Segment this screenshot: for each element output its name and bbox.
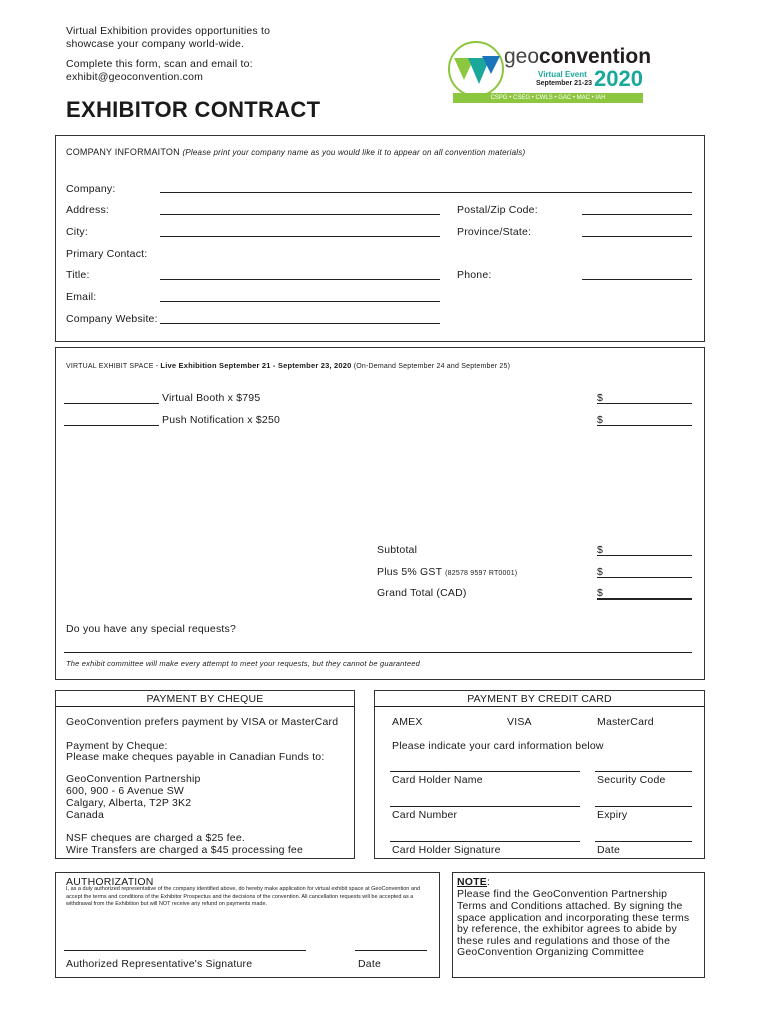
push-amount-field[interactable] (597, 425, 692, 426)
company-info-heading (66, 147, 525, 157)
expiry-field[interactable] (595, 806, 692, 807)
card-indicate: Please indicate your card information below (392, 740, 604, 752)
intro-line-2: showcase your company world-wide. (66, 38, 245, 50)
security-code-field[interactable] (595, 771, 692, 772)
booth-label: Virtual Booth x $795 (162, 392, 261, 404)
subtotal-field[interactable] (597, 555, 692, 556)
committee-note: The exhibit committee will make every attempt to meet your requests, but they cannot be guaranteed (66, 659, 420, 668)
city-field[interactable] (160, 236, 440, 237)
exhibit-title: VIRTUAL EXHIBIT SPACE - (66, 363, 161, 370)
cheque-heading: PAYMENT BY CHEQUE (146, 693, 264, 705)
email-label: Email: (66, 291, 97, 303)
visa-option[interactable]: VISA (507, 716, 532, 728)
push-quantity-field[interactable] (64, 425, 159, 426)
website-field[interactable] (160, 323, 440, 324)
wire-fee: Wire Transfers are charged a $45 processing fee (66, 844, 304, 856)
gst-label: Plus 5% GST (377, 566, 443, 578)
authorization-heading: AUTHORIZATION (66, 876, 154, 888)
logo-event: Virtual Event (538, 70, 587, 79)
cheque-prefers: GeoConvention prefers payment by VISA or MasterCard (66, 716, 339, 728)
grand-total-currency: $ (597, 587, 604, 599)
card-holder-name-field[interactable] (390, 771, 580, 772)
company-info-title: COMPANY INFORMAITON (66, 147, 180, 157)
card-date-field[interactable] (595, 841, 692, 842)
email-address: exhibit@geoconvention.com (66, 71, 204, 83)
logo-partners-bar: CSPG • CSEG • CWLS • GAC • MAC • IAH (453, 93, 643, 103)
note-line-5: these rules and regulations and those of the (457, 935, 671, 947)
card-signature-label: Card Holder Signature (392, 844, 501, 856)
postal-field[interactable] (582, 214, 692, 215)
card-holder-name-label: Card Holder Name (392, 774, 483, 786)
gst-number: (82578 9597 RT0001) (445, 570, 518, 577)
authorization-date-field[interactable] (355, 950, 427, 951)
primary-contact-label: Primary Contact: (66, 248, 148, 260)
logo-convention: convention (539, 45, 652, 68)
cheque-address-2: 600, 900 - 6 Avenue SW (66, 785, 185, 797)
push-label: Push Notification x $250 (162, 414, 281, 426)
authorization-date-label: Date (358, 958, 381, 970)
note-line-4: by reference, the exhibitor agrees to abide by (457, 923, 677, 935)
grand-total-label: Grand Total (CAD) (377, 587, 467, 599)
exhibit-heading (66, 361, 510, 370)
nsf-fee: NSF cheques are charged a $25 fee. (66, 832, 245, 844)
title-label: Title: (66, 269, 90, 281)
special-requests-field[interactable] (64, 652, 692, 653)
push-currency: $ (597, 414, 604, 426)
exhibit-on-demand: (On-Demand September 24 and September 25) (353, 363, 511, 370)
website-label: Company Website: (66, 313, 158, 325)
card-number-label: Card Number (392, 809, 458, 821)
note-colon: : (486, 876, 491, 888)
instructions-line-1: Complete this form, scan and email to: (66, 58, 253, 70)
note-line-1: Please find the GeoConvention Partnership (457, 888, 668, 900)
note-heading-line (457, 876, 490, 888)
cheque-line-2: Please make cheques payable in Canadian Funds to: (66, 751, 325, 763)
authorization-text: I, as a duly authorized representative of the company identified above, do hereby make application for virtual exhibit space at GeoConvention and accept the terms and conditions of the Exhibitor Prospectus and the decisions of the convention. All cancellation requests will be accepted as a withdrawal from the Exhibition but will NOT receive any refund on payments made. (66, 886, 421, 907)
note-heading: NOTE (457, 876, 487, 888)
representative-signature-field[interactable] (64, 950, 306, 951)
representative-signature-label: Authorized Representative's Signature (66, 958, 253, 970)
address-label: Address: (66, 204, 110, 216)
note-line-2: Terms and Conditions attached. By signing the (457, 900, 683, 912)
province-label: Province/State: (457, 226, 532, 238)
card-heading-rule (374, 706, 705, 707)
logo-mark-icon (446, 40, 506, 98)
gst-currency: $ (597, 566, 604, 578)
note-line-3: space application and incorporating these terms (457, 912, 690, 924)
company-label: Company: (66, 183, 116, 195)
grand-total-field[interactable] (597, 598, 692, 600)
cheque-address-3: Calgary, Alberta, T2P 3K2 (66, 797, 192, 809)
exhibit-live-dates: Live Exhibition September 21 - September 23, 2020 (160, 361, 352, 370)
gst-line (377, 566, 517, 578)
logo-year: 2020 (594, 66, 643, 91)
address-field[interactable] (160, 214, 440, 215)
amex-option[interactable]: AMEX (392, 716, 423, 728)
email-field[interactable] (160, 301, 440, 302)
subtotal-currency: $ (597, 544, 604, 556)
logo-dates: September 21-23 (536, 80, 593, 87)
province-field[interactable] (582, 236, 692, 237)
special-requests-label: Do you have any special requests? (66, 623, 237, 635)
phone-label: Phone: (457, 269, 492, 281)
geoconvention-logo (446, 40, 656, 104)
card-date-label: Date (597, 844, 620, 856)
expiry-label: Expiry (597, 809, 628, 821)
note-line-6: GeoConvention Organizing Committee (457, 946, 645, 958)
title-field[interactable] (160, 279, 440, 280)
company-field[interactable] (160, 192, 692, 193)
intro-line-1: Virtual Exhibition provides opportunities to (66, 25, 271, 37)
booth-quantity-field[interactable] (64, 403, 159, 404)
logo-geo: geo (504, 45, 540, 68)
card-signature-field[interactable] (390, 841, 580, 842)
subtotal-label: Subtotal (377, 544, 418, 556)
phone-field[interactable] (582, 279, 692, 280)
card-number-field[interactable] (390, 806, 580, 807)
security-code-label: Security Code (597, 774, 666, 786)
cheque-heading-rule (55, 706, 355, 707)
cheque-address-1: GeoConvention Partnership (66, 773, 201, 785)
booth-amount-field[interactable] (597, 403, 692, 404)
gst-field[interactable] (597, 577, 692, 578)
city-label: City: (66, 226, 88, 238)
page-title: EXHIBITOR CONTRACT (66, 97, 321, 122)
card-heading: PAYMENT BY CREDIT CARD (467, 693, 612, 705)
postal-label: Postal/Zip Code: (457, 204, 538, 216)
booth-currency: $ (597, 392, 604, 404)
mastercard-option[interactable]: MasterCard (597, 716, 654, 728)
company-info-note: (Please print your company name as you would like it to appear on all convention materials) (182, 148, 526, 157)
cheque-line-1: Payment by Cheque: (66, 740, 168, 752)
company-info-section (55, 135, 705, 342)
cheque-address-4: Canada (66, 809, 104, 821)
